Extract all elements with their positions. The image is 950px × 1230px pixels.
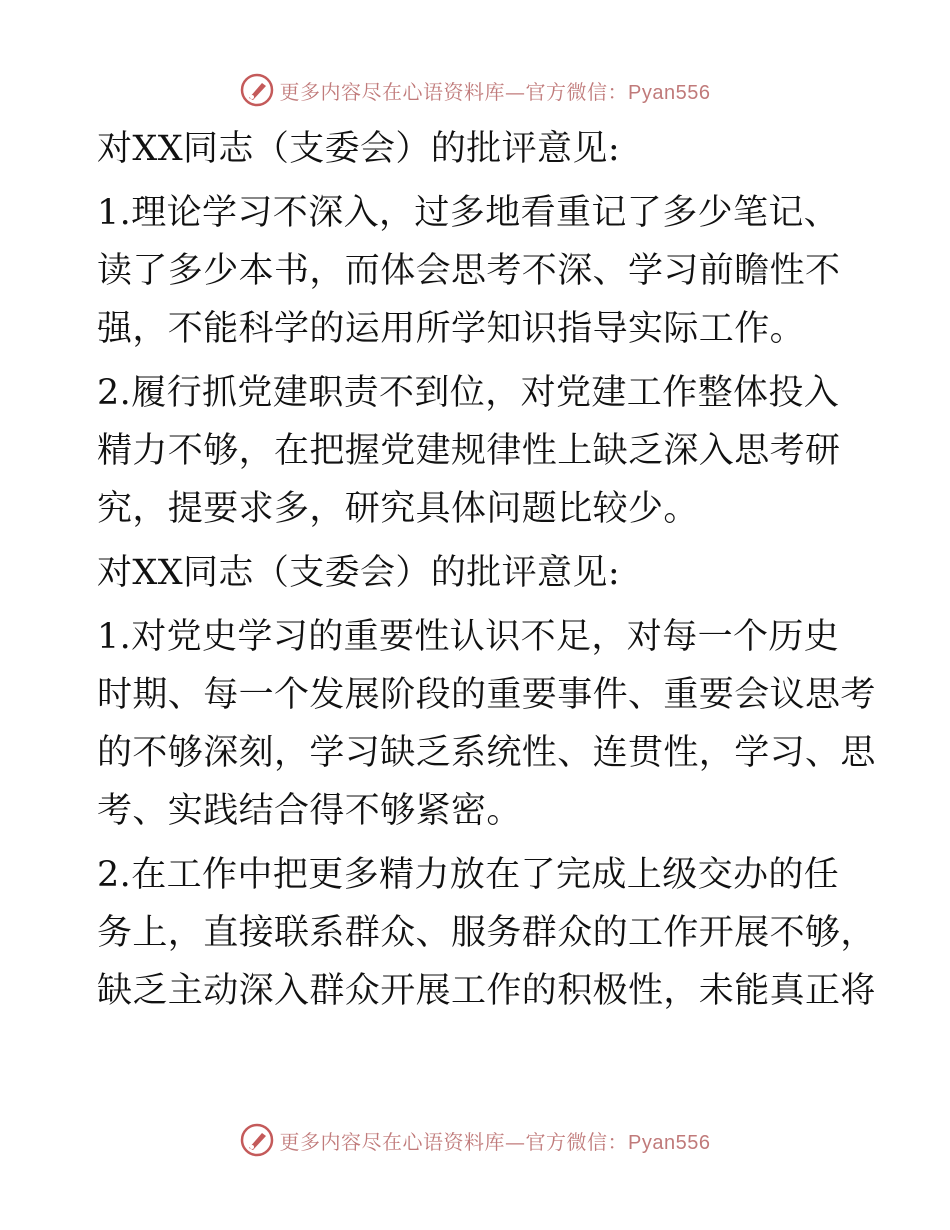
- text-line: 2.在工作中把更多精力放在了完成上级交办的任: [97, 855, 840, 895]
- header-watermark: [0, 70, 950, 110]
- text-line: 务上，直接联系群众、服务群众的工作开展不够，: [97, 913, 876, 953]
- text-line: 1.理论学习不深入，过多地看重记了多少笔记、: [97, 193, 840, 233]
- pen-logo-icon: [240, 73, 274, 107]
- text-line: 时期、每一个发展阶段的重要事件、重要会议思考: [97, 675, 876, 715]
- watermark-text: 更多内容尽在心语资料库—官方微信：Pyan556: [279, 79, 711, 104]
- text-line: 精力不够，在把握党建规律性上缺乏深入思考研: [97, 431, 841, 471]
- pen-logo-icon: [240, 1123, 274, 1157]
- text-line: 读了多少本书，而体会思考不深、学习前瞻性不: [97, 251, 841, 291]
- text-line: 2.履行抓党建职责不到位，对党建工作整体投入: [97, 373, 840, 413]
- text-line: 缺乏主动深入群众开展工作的积极性，未能真正将: [97, 971, 876, 1011]
- heading-1: 对XX同志（支委会）的批评意见:: [97, 129, 621, 169]
- text-line: 强，不能科学的运用所学知识指导实际工作。: [97, 309, 806, 349]
- text-line: 的不够深刻，学习缺乏系统性、连贯性，学习、思: [97, 733, 876, 773]
- text-line: 考、实践结合得不够紧密。: [97, 791, 522, 831]
- watermark-text: 更多内容尽在心语资料库—官方微信：Pyan556: [279, 1129, 711, 1154]
- heading-2: 对XX同志（支委会）的批评意见:: [97, 553, 621, 593]
- text-line: 究，提要求多，研究具体问题比较少。: [97, 489, 699, 529]
- text-line: 1.对党史学习的重要性认识不足，对每一个历史: [97, 617, 840, 657]
- document-body: [97, 120, 876, 1020]
- footer-watermark: [0, 1120, 950, 1160]
